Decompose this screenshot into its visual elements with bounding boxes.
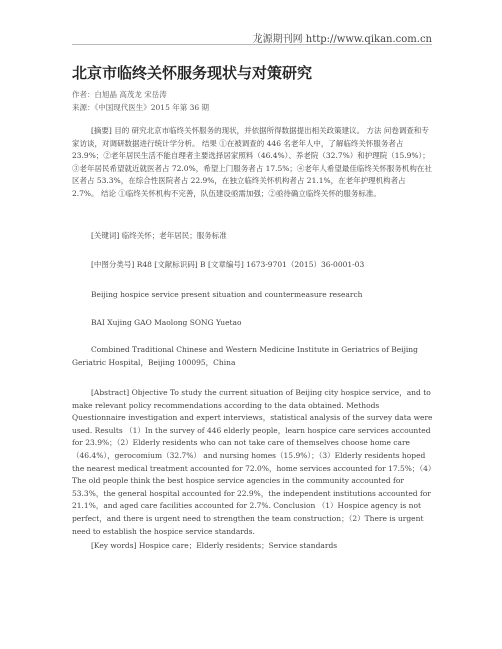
abstract-english: [Abstract] Objective To study the current situation of Beijing city hospice service，and to make relevant policy recommendations according to the data obtained. Methods Questionnaire investigation and expert interviews，statistical analysis of the survey data were used. Results （1）In the survey of 446 elderly people，learn hospice care services accounted for 23.9%；（2）Elderly residents who can not take care of themselves choose home care（46.4%），gerocomium（32.7%） and nursing homes（15.9%）；（3）Elderly residents hoped the nearest medical treatment accounted for 72.0%，home services accounted for 17.5%；（4）The old people think the best hospice service agencies in the community accounted for 53.3%，the general hospital accounted for 22.9%，the independent institutions accounted for 21.1%，and aged care facilities accounted for 2.7%. Conclusion （1）Hospice agency is not perfect，and there is urgent need to strengthen the team construction；（2）There is urgent need to establish the hospice service standards. xyxy=(72,388,433,536)
english-authors: BAI Xujing GAO Maolong SONG Yuetao xyxy=(91,318,242,327)
site-header: 龙源期刊网 http://www.qikan.com.cn xyxy=(252,34,432,45)
english-affiliation: Combined Traditional Chinese and Western Medicine Institute in Geriatrics of Beijing Geriatric Hospital，Beijing 100095，China xyxy=(72,345,418,367)
article-source: 来源：《中国现代医生》2015 年第 36 期 xyxy=(72,103,210,112)
article-title: 北京市临终关怀服务现状与对策研究 xyxy=(72,64,313,82)
keywords-chinese: [关键词] 临终关怀；老年居民；服务标准 xyxy=(91,231,227,240)
keywords-english: [Key words] Hospice care；Elderly residents；Service standards xyxy=(91,541,338,550)
english-title: Beijing hospice service present situation and countermeasure research xyxy=(91,290,363,299)
classification-line: [中图分类号] R48 [文献标识码] B [文章编号] 1673-9701（2015）36-0001-03 xyxy=(91,260,365,269)
header-divider xyxy=(72,44,432,45)
article-authors: 作者：白旭晶 高茂龙 宋岳涛 xyxy=(72,90,167,99)
abstract-chinese: [摘要] 目的 研究北京市临终关怀服务的现状，并依据所得数据提出相关政策建议。 方法 问卷调查和专家访谈，对调研数据进行统计学分析。 结果 ①在被调查的 446 名老年人中，了解临终关怀服务者占 23.9%；②老年居民生活不能自理者主要选择居家照料（46.4%）、养老院（32.7%）和护理院（15.9%）；③老年居民希望就近就医者占 72.0%，希望上门服务者占 17.5%；④老年人希望最佳临终关怀服务机构在社区者占 53.3%，在综合性医院者占 22.9%，在独立临终关怀机构者占 21.1%，在老年护理机构者占 2.7%。 结论 ①临终关怀机构不完善，队伍建设亟需加强；②亟待确立临终关怀的服务标准。 xyxy=(72,126,432,198)
